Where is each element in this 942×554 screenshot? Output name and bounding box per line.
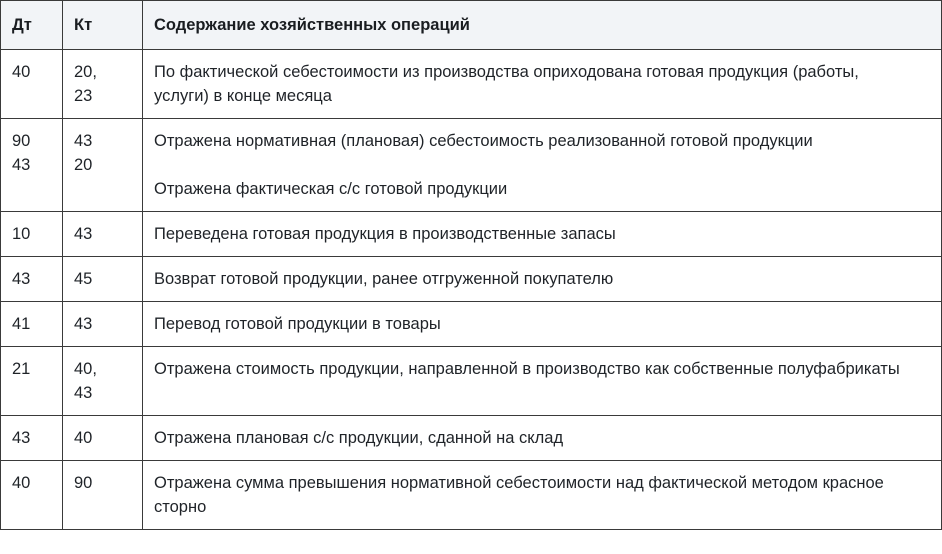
debit-value: 43 xyxy=(12,156,31,174)
credit-value: 20 xyxy=(74,156,93,174)
table-row xyxy=(1,461,942,530)
debit-value: 90 xyxy=(12,132,31,150)
table-row xyxy=(1,212,942,257)
credit-value: 43 xyxy=(74,384,93,402)
debit-value: 43 xyxy=(12,429,31,447)
credit-value: 23 xyxy=(74,87,93,105)
description-text: Отражена нормативная (плановая) себестоимость реализованной готовой продукции xyxy=(154,132,813,150)
credit-value: 40, xyxy=(74,360,97,378)
credit-cell xyxy=(63,212,143,257)
debit-value: 40 xyxy=(12,474,31,492)
table-row xyxy=(1,50,942,119)
credit-cell xyxy=(63,302,143,347)
header-debit: Дт xyxy=(1,1,63,50)
debit-cell xyxy=(1,212,63,257)
debit-cell xyxy=(1,461,63,530)
description-cell xyxy=(143,416,942,461)
debit-value: 21 xyxy=(12,360,31,378)
credit-cell xyxy=(63,257,143,302)
description-text: Отражена стоимость продукции, направленной в производство как собственные полуфабрикаты xyxy=(154,360,900,378)
debit-value: 10 xyxy=(12,225,31,243)
paragraph-gap xyxy=(154,153,901,177)
table-header xyxy=(1,1,942,50)
description-cell xyxy=(143,461,942,530)
debit-cell xyxy=(1,302,63,347)
debit-value: 43 xyxy=(12,270,31,288)
description-text: Отражена фактическая с/с готовой продукции xyxy=(154,180,508,198)
table-row xyxy=(1,416,942,461)
debit-cell xyxy=(1,347,63,416)
credit-cell xyxy=(63,119,143,212)
debit-cell xyxy=(1,119,63,212)
description-text: Возврат готовой продукции, ранее отгруженной покупателю xyxy=(154,270,614,288)
credit-value: 40 xyxy=(74,429,93,447)
description-cell xyxy=(143,119,942,212)
debit-cell xyxy=(1,50,63,119)
description-cell xyxy=(143,302,942,347)
debit-cell xyxy=(1,416,63,461)
description-text: По фактической себестоимости из производства оприходована готовая продукция (работы, услуги) в конце месяца xyxy=(154,63,859,105)
credit-cell xyxy=(63,50,143,119)
credit-cell xyxy=(63,416,143,461)
description-cell xyxy=(143,212,942,257)
credit-value: 90 xyxy=(74,474,93,492)
credit-value: 20, xyxy=(74,63,97,81)
description-text: Отражена плановая с/с продукции, сданной на склад xyxy=(154,429,564,447)
credit-cell xyxy=(63,461,143,530)
table-row xyxy=(1,302,942,347)
table-row xyxy=(1,119,942,212)
credit-value: 43 xyxy=(74,225,93,243)
debit-value: 41 xyxy=(12,315,31,333)
description-cell xyxy=(143,50,942,119)
table-body xyxy=(1,50,942,530)
description-cell xyxy=(143,257,942,302)
credit-cell xyxy=(63,347,143,416)
table-row xyxy=(1,347,942,416)
description-cell xyxy=(143,347,942,416)
header-description: Содержание хозяйственных операций xyxy=(143,1,942,50)
debit-value: 40 xyxy=(12,63,31,81)
header-row xyxy=(1,1,942,50)
credit-value: 43 xyxy=(74,132,93,150)
description-text: Отражена сумма превышения нормативной себестоимости над фактической методом красное сторно xyxy=(154,474,884,516)
table-row xyxy=(1,257,942,302)
credit-value: 45 xyxy=(74,270,93,288)
description-text: Перевод готовой продукции в товары xyxy=(154,315,441,333)
description-text: Переведена готовая продукция в производственные запасы xyxy=(154,225,616,243)
debit-cell xyxy=(1,257,63,302)
credit-value: 43 xyxy=(74,315,93,333)
header-credit: Кт xyxy=(63,1,143,50)
